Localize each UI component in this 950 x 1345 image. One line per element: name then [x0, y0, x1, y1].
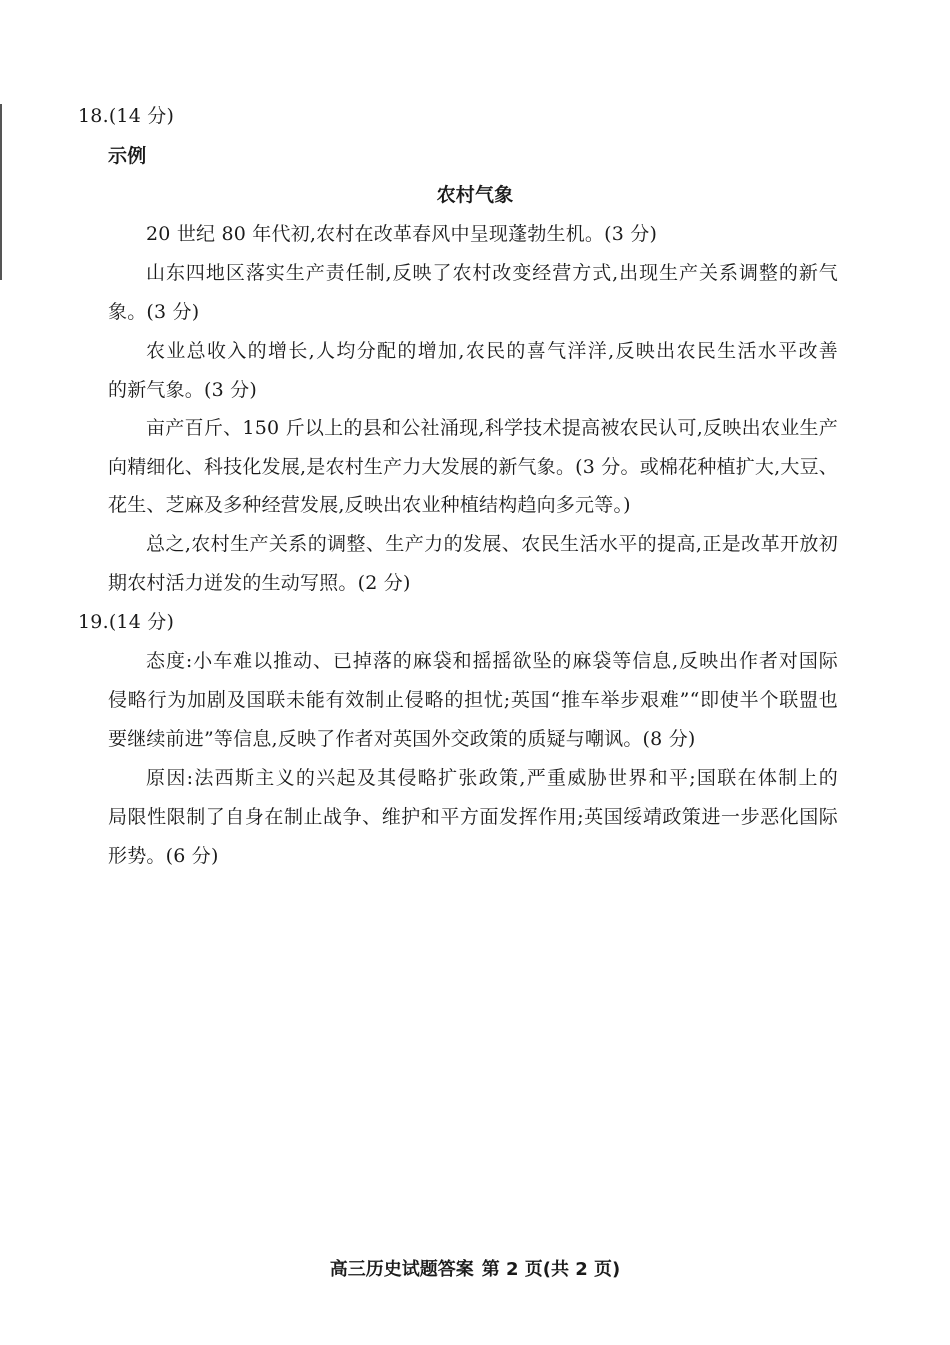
q19-attitude-line-1: 态度:小车难以推动、已掉落的麻袋和摇摇欲坠的麻袋等信息,反映出作者对国际	[146, 650, 838, 672]
q19-attitude-line-2: 侵略行为加剧及国联未能有效制止侵略的担忧;英国“推车举步艰难”“即使半个联盟也	[108, 689, 838, 711]
q18-paragraph-5-line-2: 期农村活力迸发的生动写照。(2 分)	[108, 572, 411, 594]
q19-reason-line-3: 形势。(6 分)	[108, 845, 219, 867]
q18-paragraph-4-line-2: 向精细化、科技化发展,是农村生产力大发展的新气象。(3 分。或棉花种植扩大,大豆、	[108, 456, 838, 478]
q18-paragraph-3-line-1: 农业总收入的增长,人均分配的增加,农民的喜气洋洋,反映出农民生活水平改善	[146, 340, 838, 362]
example-label: 示例	[108, 145, 147, 167]
q18-paragraph-3-line-2: 的新气象。(3 分)	[108, 379, 257, 401]
q18-paragraph-4-line-1: 亩产百斤、150 斤以上的县和公社涌现,科学技术提高被农民认可,反映出农业生产	[146, 417, 838, 439]
q19-reason-line-2: 局限性限制了自身在制止战争、维护和平方面发挥作用;英国绥靖政策进一步恶化国际	[108, 806, 838, 828]
footer-page-info: 第 2 页(共 2 页)	[481, 1259, 621, 1280]
q18-paragraph-1: 20 世纪 80 年代初,农村在改革春风中呈现蓬勃生机。(3 分)	[146, 223, 658, 245]
page-footer	[0, 1257, 950, 1283]
q19-attitude-line-3: 要继续前进”等信息,反映了作者对英国外交政策的质疑与嘲讽。(8 分)	[108, 728, 696, 750]
q19-reason-line-1: 原因:法西斯主义的兴起及其侵略扩张政策,严重威胁世界和平;国联在体制上的	[146, 767, 838, 789]
footer-doc-title: 高三历史试题答案	[329, 1259, 474, 1280]
q18-paragraph-2-line-2: 象。(3 分)	[108, 301, 200, 323]
q18-paragraph-5-line-1: 总之,农村生产关系的调整、生产力的发展、农民生活水平的提高,正是改革开放初	[146, 533, 838, 555]
q18-paragraph-2-line-1: 山东四地区落实生产责任制,反映了农村改变经营方式,出现生产关系调整的新气	[146, 262, 838, 284]
essay-title: 农村气象	[436, 184, 514, 206]
question-18-number: 18.(14 分)	[78, 105, 175, 127]
q18-paragraph-4-line-3: 花生、芝麻及多种经营发展,反映出农业种植结构趋向多元等。)	[108, 494, 631, 516]
question-19-number: 19.(14 分)	[78, 611, 175, 633]
